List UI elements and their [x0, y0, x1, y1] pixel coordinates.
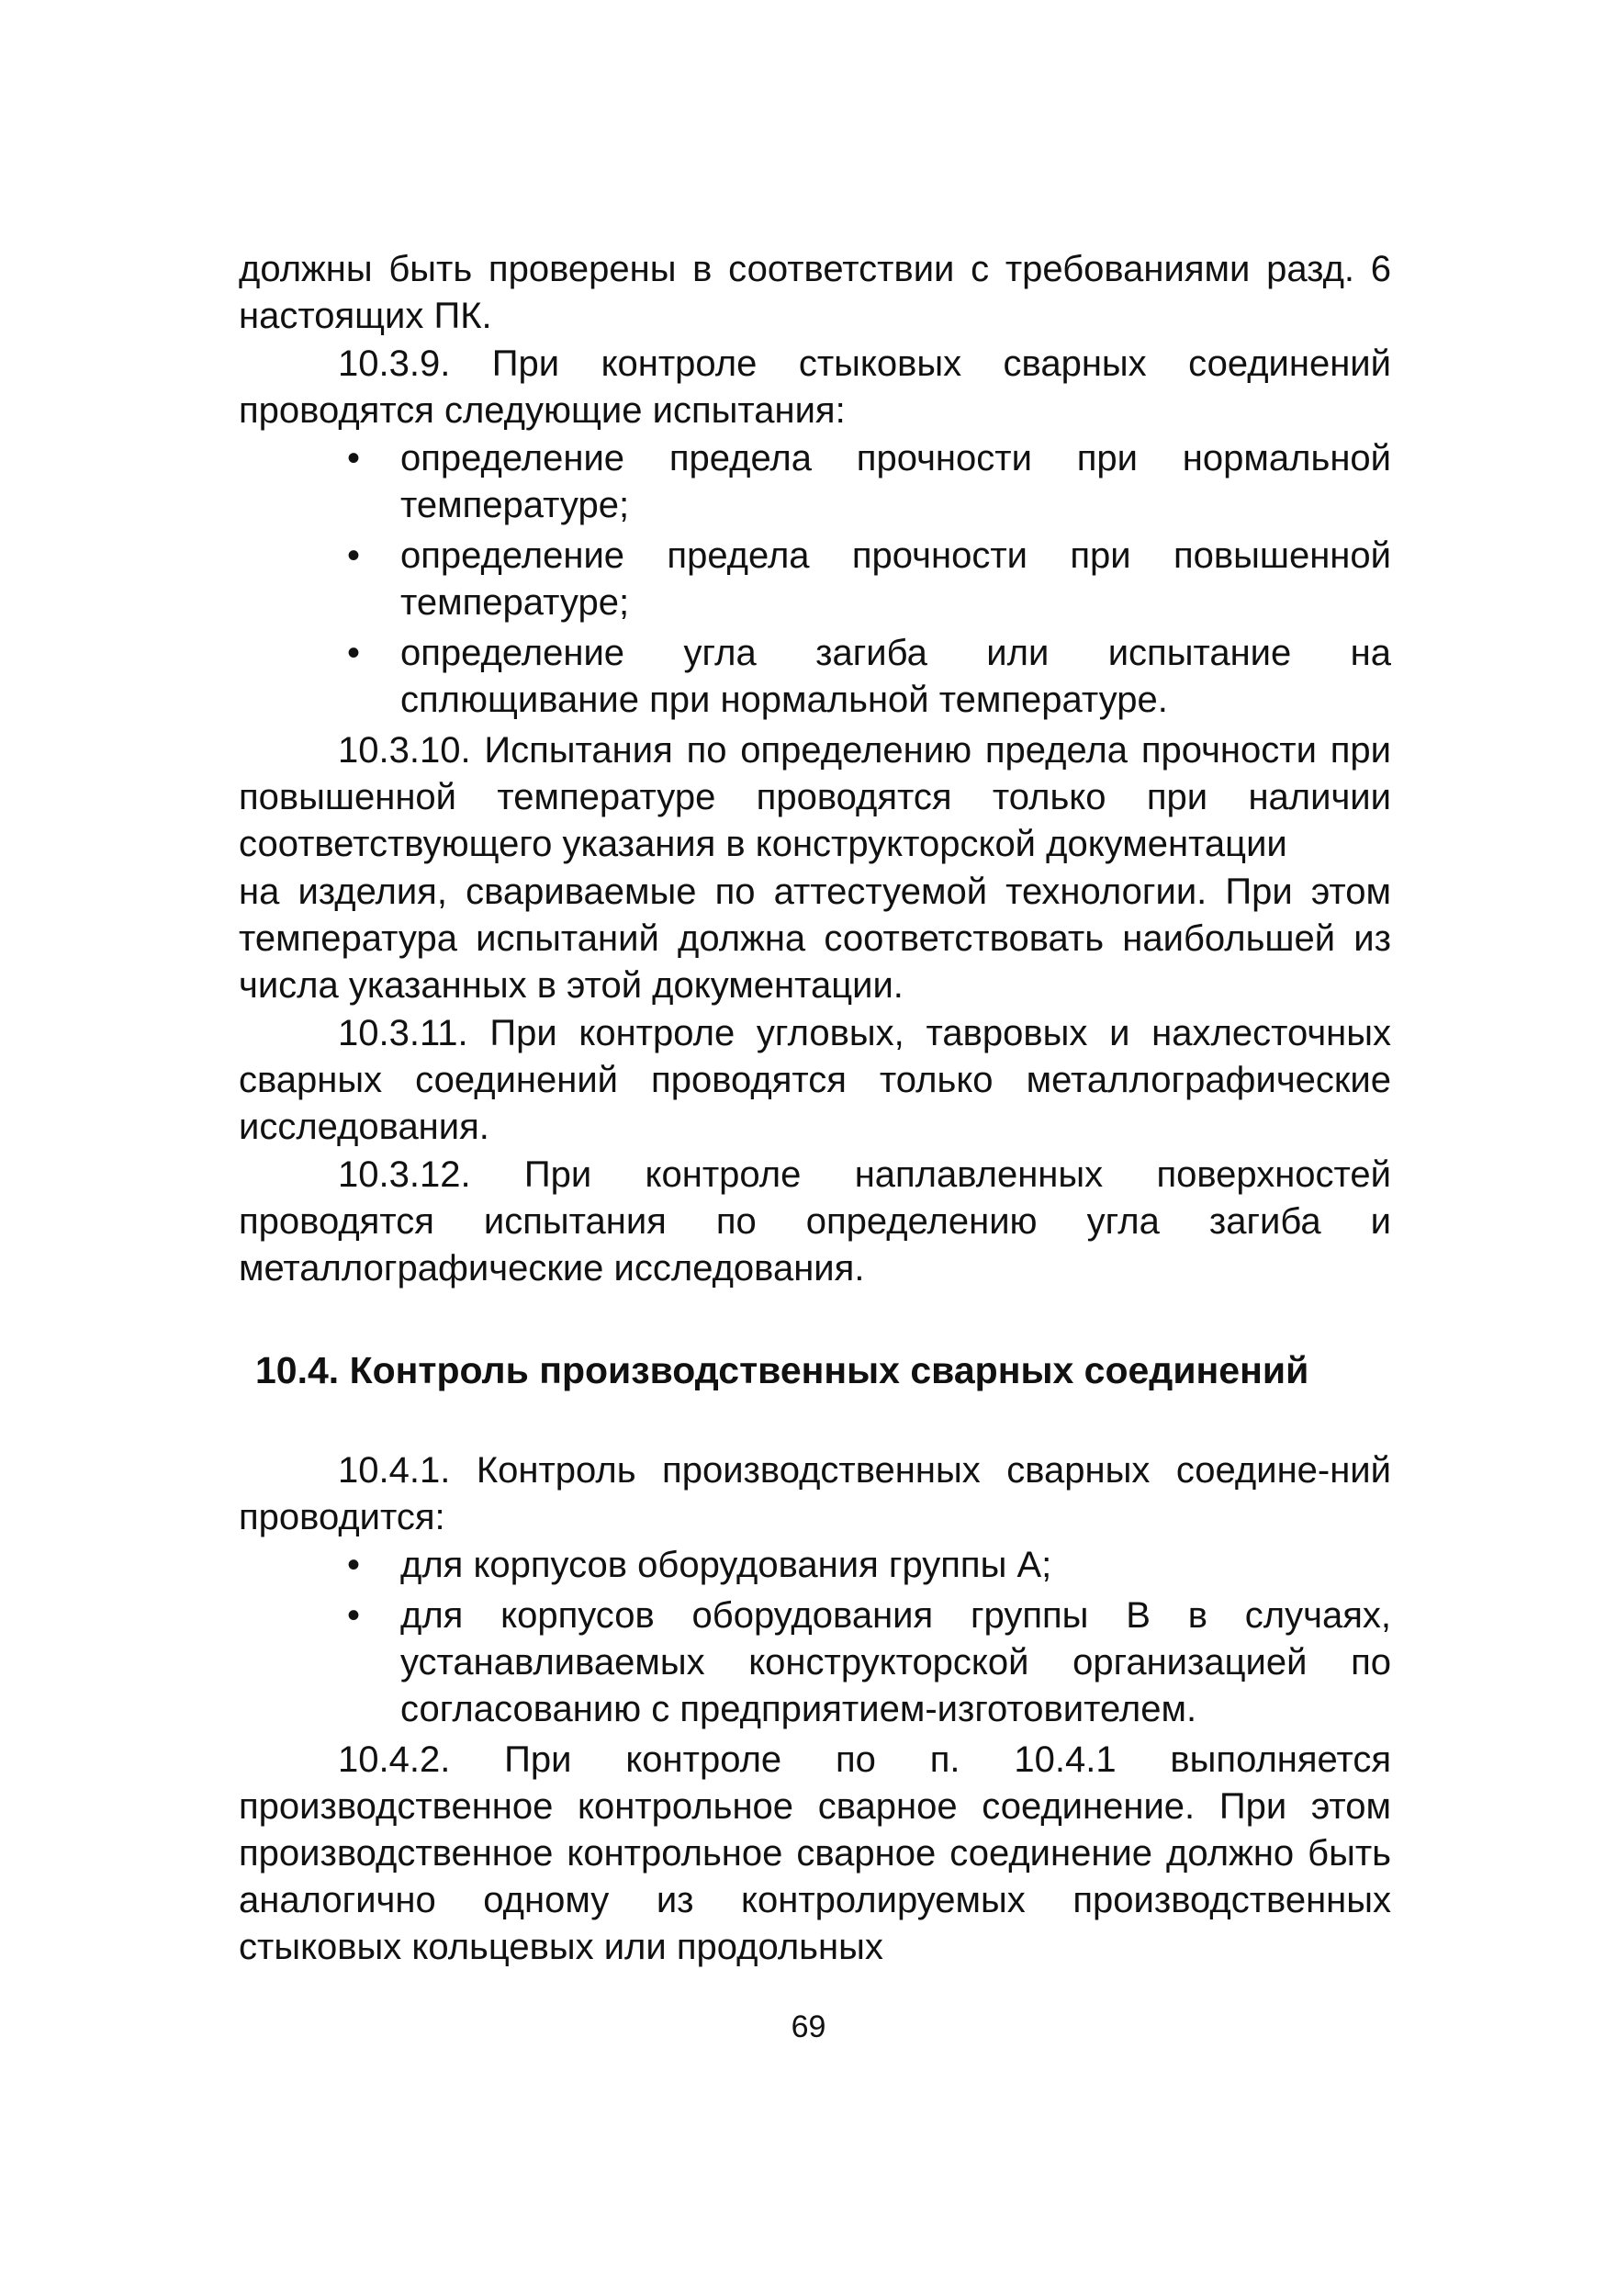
bullet-icon: • [347, 633, 361, 673]
paragraph-10-3-12: 10.3.12. При контроле наплавленных поверхностей проводятся испытания по определению угла загиба и металлографические исследования. [239, 1154, 1391, 1289]
list-item-text: определение угла загиба или испытание на сплющивание при нормальной температуре. [400, 633, 1391, 720]
paragraph-10-3-9: 10.3.9. При контроле стыковых сварных соединений проводятся следующие испытания: [239, 343, 1391, 431]
section-heading: 10.4. Контроль производственных сварных соединений [255, 1349, 1309, 1391]
list-item-text: для корпусов оборудования группы В в случаях, устанавливаемых конструкторской организацией по согласованию с предприятием-изготовителем. [400, 1595, 1391, 1729]
bullet-icon: • [347, 535, 361, 576]
paragraph-10-3-10-continued: на изделия, свариваемые по аттестуемой технологии. При этом температура испытаний должна соответствовать наибольшей из числа указанных в этой документации. [239, 872, 1391, 1006]
bullet-icon: • [347, 438, 361, 478]
paragraph-10-3-10: 10.3.10. Испытания по определению предела прочности при повышенной температуре проводятся только при наличии соответствующего указания в конструкторской документации [239, 730, 1391, 864]
paragraph-10-3-11: 10.3.11. При контроле угловых, тавровых и нахлесточных сварных соединений проводятся только металлографические исследования. [239, 1013, 1391, 1147]
list-item-text: определение предела прочности при нормальной температуре; [400, 438, 1391, 525]
list-item [347, 630, 1391, 724]
bullet-icon: • [347, 1595, 361, 1636]
list-item [347, 435, 1391, 529]
body-text [239, 246, 1391, 1972]
list-item [347, 1593, 1391, 1733]
paragraph-10-4-2: 10.4.2. При контроле по п. 10.4.1 выполняется производственное контрольное сварное соединение. При этом производственное контрольное сварное соединение должно быть аналогично одному из контролируемых производственных стыковых кольцевых или продольных [239, 1739, 1391, 1967]
list-item [347, 1542, 1391, 1589]
paragraph-continuation: должны быть проверены в соответствии с требованиями разд. 6 настоящих ПК. [239, 249, 1391, 336]
bullet-icon: • [347, 1545, 361, 1585]
list-item-text: определение предела прочности при повышенной температуре; [400, 535, 1391, 623]
list-item [347, 533, 1391, 626]
page-number: 69 [791, 2009, 826, 2044]
list-item-text: для корпусов оборудования группы А; [400, 1545, 1052, 1585]
paragraph-10-4-1: 10.4.1. Контроль производственных сварных соедине-ний проводится: [239, 1450, 1391, 1537]
test-list [239, 435, 1391, 724]
equipment-list [239, 1542, 1391, 1733]
